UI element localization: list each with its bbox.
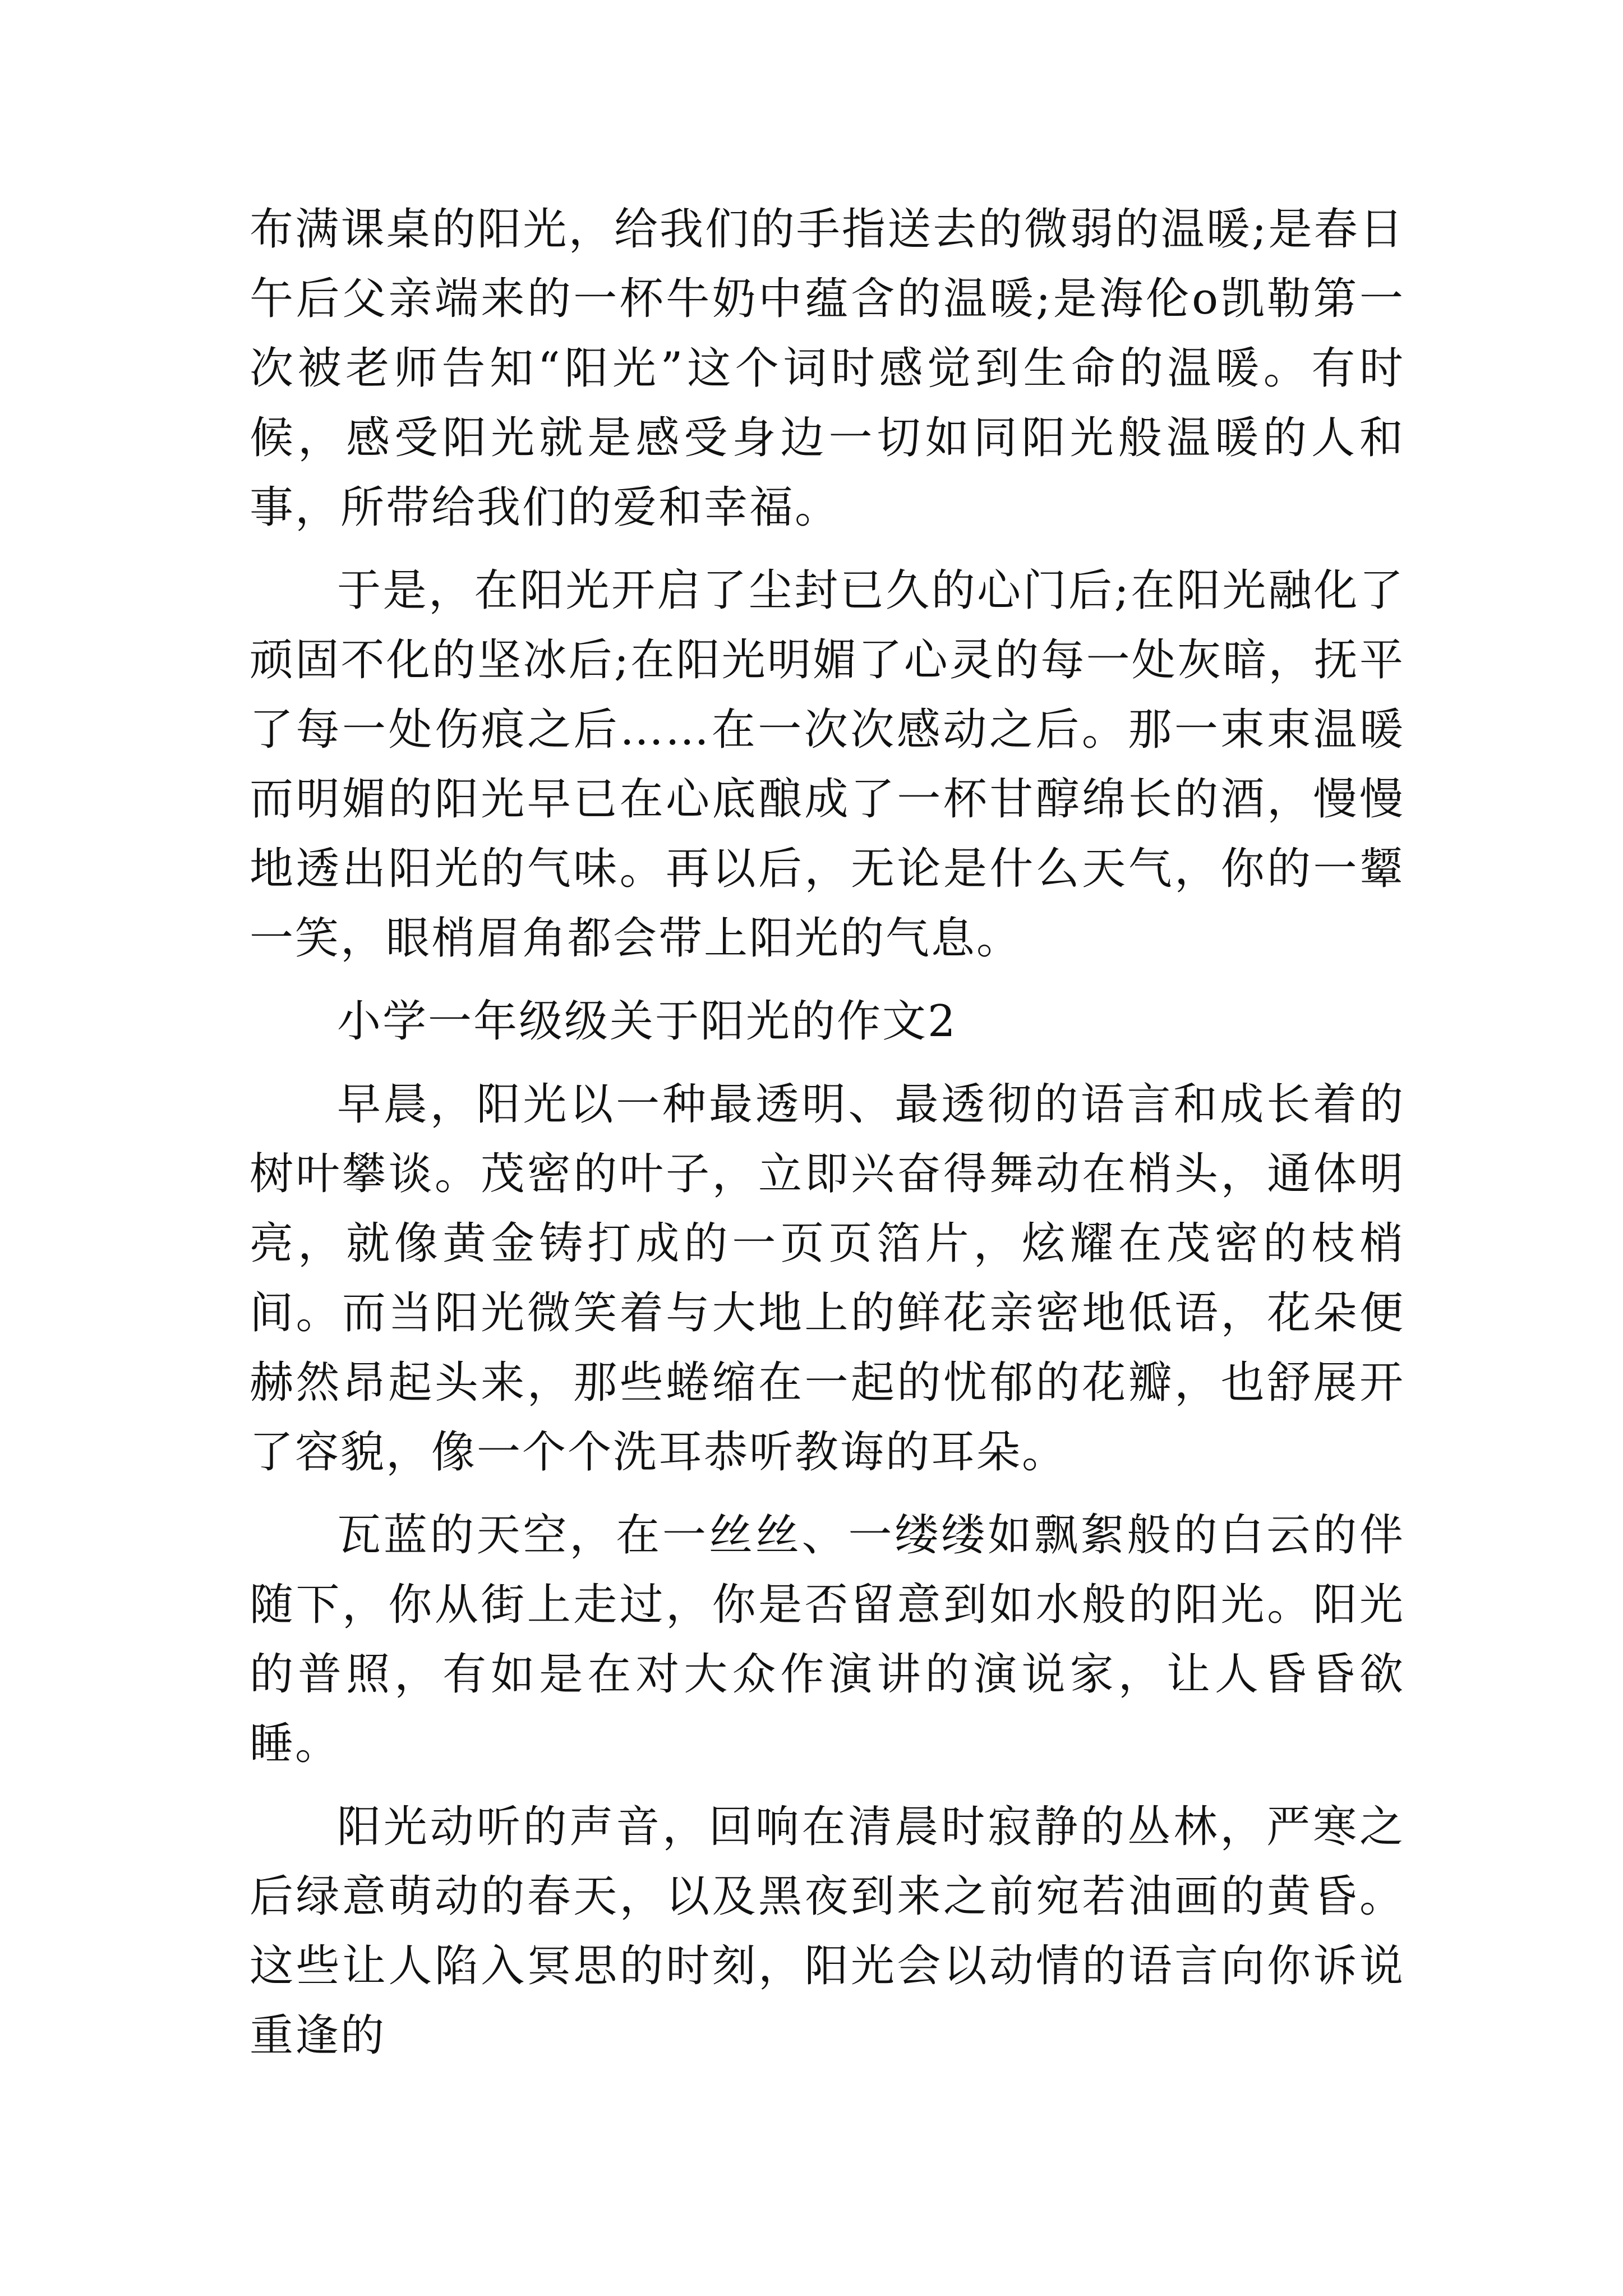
paragraph: 阳光动听的声音，回响在清晨时寂静的丛林，严寒之后绿意萌动的春天，以及黑夜到来之前宛若油画的黄昏。这些让人陷入冥思的时刻，阳光会以动情的语言向你诉说重逢的	[250, 1802, 1405, 2061]
essay-heading: 小学一年级级关于阳光的作文2	[337, 996, 957, 1047]
document-body	[250, 195, 1405, 2084]
paragraph: 瓦蓝的天空，在一丝丝、一缕缕如飘絮般的白云的伴随下，你从街上走过，你是否留意到如水般的阳光。阳光的普照，有如是在对大众作演讲的演说家，让人昏昏欲睡。	[250, 1510, 1405, 1769]
paragraph: 于是，在阳光开启了尘封已久的心门后;在阳光融化了顽固不化的坚冰后;在阳光明媚了心灵的每一处灰暗，抚平了每一处伤痕之后……在一次次感动之后。那一束束温暖而明媚的阳光早已在心底酿成了一杯甘醇绵长的酒，慢慢地透出阳光的气味。再以后，无论是什么天气，你的一颦一笑，眼梢眉角都会带上阳光的气息。	[250, 565, 1405, 964]
paragraph-continued: 布满课桌的阳光，给我们的手指送去的微弱的温暖;是春日午后父亲端来的一杯牛奶中蕴含的温暖;是海伦o凯勒第一次被老师告知“阳光”这个词时感觉到生命的温暖。有时候，感受阳光就是感受身边一切如同阳光般温暖的人和事，所带给我们的爱和幸福。	[250, 204, 1405, 533]
paragraph: 早晨，阳光以一种最透明、最透彻的语言和成长着的树叶攀谈。茂密的叶子，立即兴奋得舞动在梢头，通体明亮，就像黄金铸打成的一页页箔片，炫耀在茂密的枝梢间。而当阳光微笑着与大地上的鲜花亲密地低语，花朵便赫然昂起头来，那些蜷缩在一起的忧郁的花瓣，也舒展开了容貌，像一个个洗耳恭听教诲的耳朵。	[250, 1079, 1405, 1478]
